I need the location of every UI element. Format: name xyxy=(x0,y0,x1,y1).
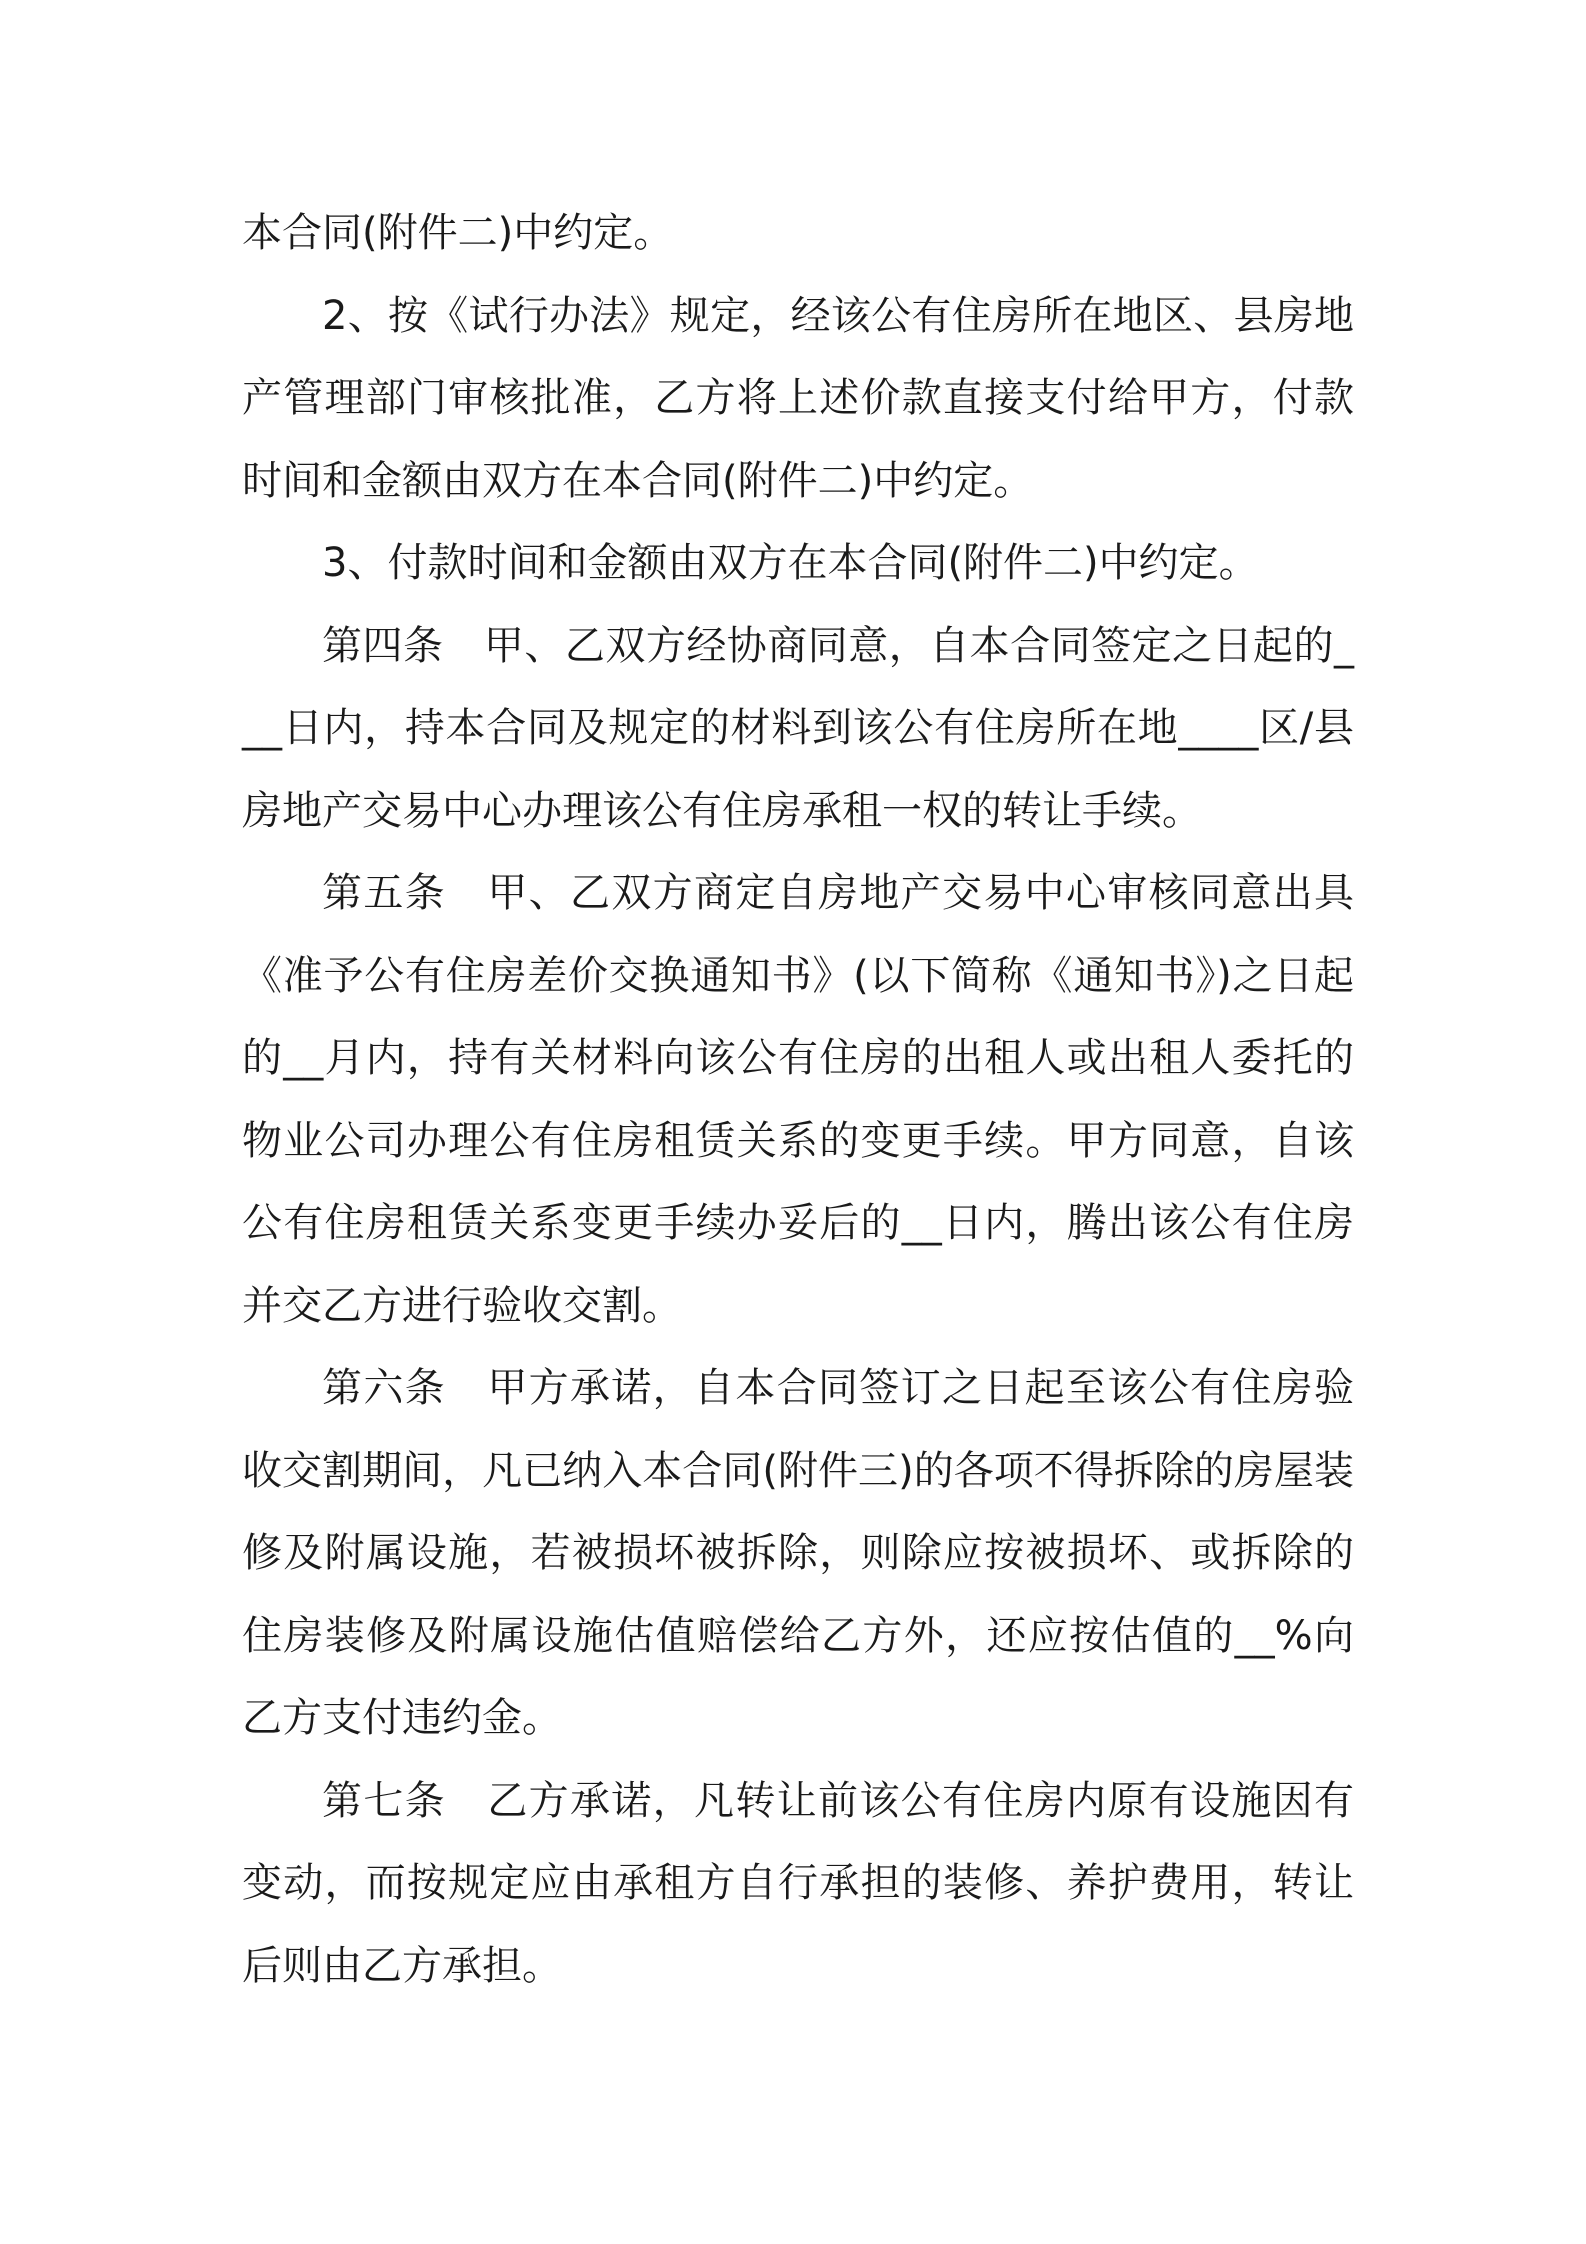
paragraph-item-2: 2、按《试行办法》规定，经该公有住房所在地区、县房地产管理部门审核批准，乙方将上述价款直接支付给甲方，付款时间和金额由双方在本合同(附件二)中约定。 xyxy=(242,292,1354,504)
paragraph-article-7: 第七条 乙方承诺，凡转让前该公有住房内原有设施因有变动，而按规定应由承租方自行承担的装修、养护费用，转让后则由乙方承担。 xyxy=(242,1777,1354,1989)
paragraph-article-5: 第五条 甲、乙双方商定自房地产交易中心审核同意出具《准予公有住房差价交换通知书》(以下简称《通知书》)之日起的__月内，持有关材料向该公有住房的出租人或出租人委托的物业公司办理公有住房租赁关系的变更手续。甲方同意，自该公有住房租赁关系变更手续办妥后的__日内，腾出该公有住房并交乙方进行验收交割。 xyxy=(242,870,1354,1329)
paragraph-item-3: 3、付款时间和金额由双方在本合同(附件二)中约定。 xyxy=(322,540,1259,586)
document-page xyxy=(242,192,1354,2007)
paragraph-continuation: 本合同(附件二)中约定。 xyxy=(242,210,674,256)
paragraph-article-6: 第六条 甲方承诺，自本合同签订之日起至该公有住房验收交割期间，凡已纳入本合同(附件三)的各项不得拆除的房屋装修及附属设施，若被损坏被拆除，则除应按被损坏、或拆除的住房装修及附属设施估值赔偿给乙方外，还应按估值的__%向乙方支付违约金。 xyxy=(242,1365,1354,1741)
paragraph-article-4: 第四条 甲、乙双方经协商同意，自本合同签定之日起的___日内，持本合同及规定的材料到该公有住房所在地____区/县房地产交易中心办理该公有住房承租一权的转让手续。 xyxy=(242,622,1354,834)
